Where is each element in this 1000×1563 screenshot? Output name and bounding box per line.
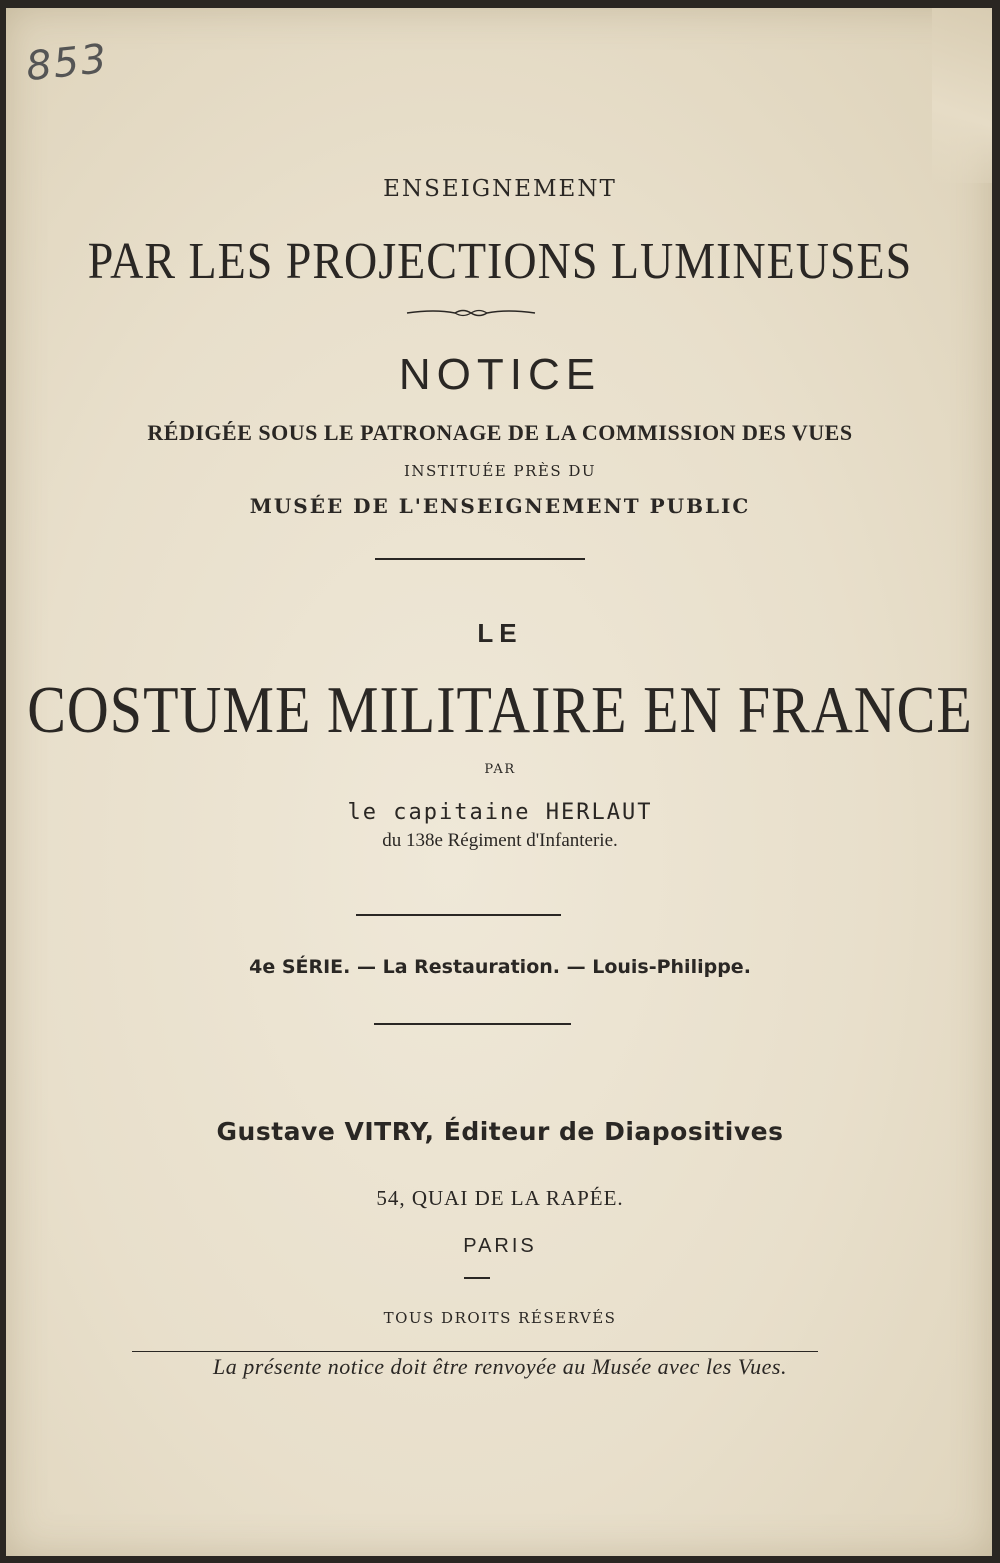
rights-notice: TOUS DROITS RÉSERVÉS	[383, 1309, 617, 1327]
work-regiment: du 138e Régiment d'Infanterie.	[382, 830, 618, 851]
return-note: La présente notice doit être renvoyée au Musée avec les Vues.	[213, 1354, 787, 1379]
publisher-city: PARIS	[463, 1235, 537, 1257]
notice-instituted: INSTITUÉE PRÈS DU	[403, 462, 597, 480]
publisher-name: Gustave VITRY, Éditeur de Diapositives	[216, 1117, 784, 1146]
notice-subtitle: RÉDIGÉE SOUS LE PATRONAGE DE LA COMMISSION DES VUES	[147, 420, 853, 445]
folded-corner	[932, 8, 992, 183]
header-line-2: PAR LES PROJECTIONS LUMINEUSES	[87, 231, 913, 290]
divider-rule	[375, 558, 585, 560]
divider-rule	[374, 1023, 571, 1025]
notice-museum: MUSÉE DE L'ENSEIGNEMENT PUBLIC	[249, 494, 751, 518]
work-author: le capitaine HERLAUT	[347, 800, 653, 825]
work-series: 4e SÉRIE. — La Restauration. — Louis-Philippe.	[249, 956, 751, 978]
divider-rule	[356, 914, 561, 916]
handwritten-number: 853	[23, 35, 111, 91]
work-title: COSTUME MILITAIRE EN FRANCE	[27, 672, 973, 747]
divider-dash	[464, 1277, 490, 1279]
work-by: PAR	[484, 762, 516, 777]
work-article: LE	[477, 618, 523, 648]
ornament-divider	[405, 306, 537, 320]
publisher-address: 54, QUAI DE LA RAPÉE.	[376, 1186, 624, 1210]
header-line-1: ENSEIGNEMENT	[383, 176, 617, 202]
notice-title: NOTICE	[398, 350, 602, 399]
divider-rule	[132, 1351, 818, 1352]
